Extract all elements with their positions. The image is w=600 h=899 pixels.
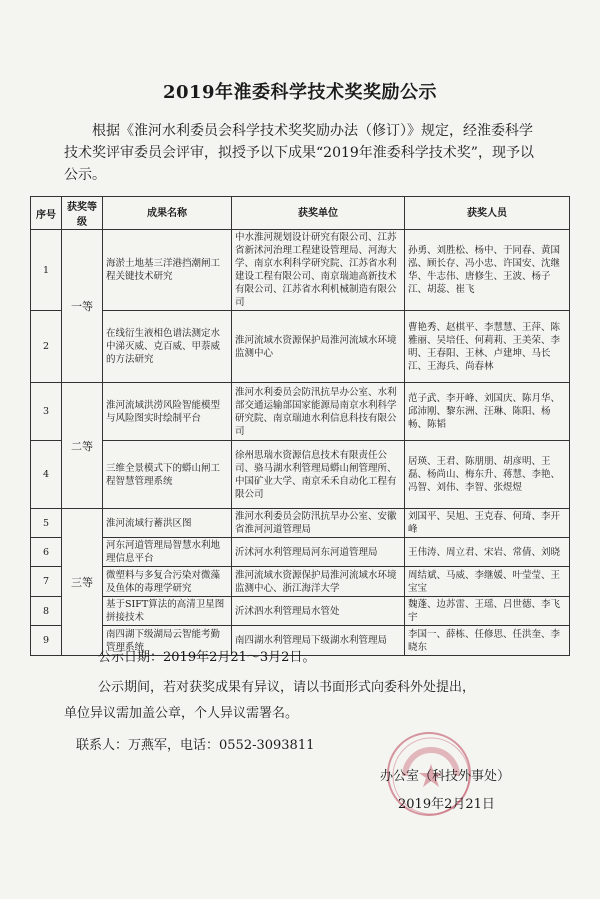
row-people: 王伟涛、周立君、宋岩、常倩、刘晓 [405, 538, 570, 567]
header-unit: 获奖单位 [232, 197, 405, 230]
row-people: 刘国平、吴旭、王克春、何琦、李开峰 [405, 509, 570, 538]
row-no: 6 [31, 538, 62, 567]
row-no: 3 [31, 383, 62, 441]
row-unit: 沂沭泗水利管理局水管处 [232, 597, 405, 626]
row-name: 在线衍生液相色谱法测定水中涕灭威、克百威、甲萘威的方法研究 [103, 311, 232, 383]
header-grade: 获奖等级 [62, 197, 103, 230]
table-row [31, 567, 570, 597]
row-unit: 徐州思瑞水资源信息技术有限责任公司、骆马湖水利管理局蟒山闸管理所、中国矿业大学、南京禾禾自动化工程有限公司 [232, 441, 405, 509]
row-unit: 南四湖水利管理局下级湖水利管理局 [232, 626, 405, 656]
row-no: 5 [31, 509, 62, 538]
table-row [31, 597, 570, 626]
contact-line: 联系人：万燕军，电话：0552-3093811 [76, 738, 315, 753]
row-people: 孙勇、刘胜松、杨中、于同春、黄国泓、顾长存、冯小忠、许国安、沈继华、牛志伟、唐修生、王波、杨子江、胡蕊、崔飞 [405, 230, 570, 311]
row-no: 9 [31, 626, 62, 656]
row-no: 2 [31, 311, 62, 383]
row-name: 海淤土地基三洋港挡潮闸工程关键技术研究 [103, 230, 232, 311]
intro-paragraph: 根据《淮河水利委员会科学技术奖奖励办法（修订）》规定，经淮委科学技术奖评审委员会评审，拟授予以下成果“2019年淮委科学技术奖”，现予以公示。 [64, 123, 534, 183]
row-people: 居瑛、王君、陈朋朋、胡彦明、王磊、杨尚山、梅东升、蒋慧、李艳、冯智、刘伟、李智、张煜煜 [405, 441, 570, 509]
objection-line-1: 公示期间，若对获奖成果有异议，请以书面形式向委科外处提出， [98, 680, 476, 695]
row-people: 曹艳秀、赵棋平、李慧慧、王萍、陈雅丽、吴培任、何莉莉、王美荣、李明、王春阳、王林、卢建坤、马长江、王海兵、尚春林 [405, 311, 570, 383]
row-name: 淮河流域行蓄洪区图 [103, 509, 232, 538]
signing-office: 办公室（科技外事处） [380, 769, 511, 784]
row-unit: 淮河流域水资源保护局淮河流域水环境监测中心 [232, 311, 405, 383]
row-unit: 淮河流域水资源保护局淮河流域水环境监测中心、浙江海洋大学 [232, 567, 405, 597]
table-row [31, 538, 570, 567]
row-name: 河东河道管理局智慧水利地理信息平台 [103, 538, 232, 567]
header-name: 成果名称 [103, 197, 232, 230]
header-people: 获奖人员 [405, 197, 570, 230]
row-name: 南四湖下级湖局云智能考勤管理系统 [103, 626, 232, 656]
objection-line-2: 单位异议需加盖公章，个人异议需署名。 [64, 706, 299, 721]
row-no: 7 [31, 567, 62, 597]
table-row [31, 311, 570, 383]
row-unit: 中水淮河规划设计研究有限公司、江苏省新沭河治理工程建设管理局、河海大学、南京水利科学研究院、江苏省水利建设工程有限公司、南京瑞迪高新技术有限公司、江苏省水利机械制造有限公司 [232, 230, 405, 311]
grade-cell: 一等 [62, 230, 103, 383]
row-name: 淮河流域洪涝风险智能模型与风险图实时绘制平台 [103, 383, 232, 441]
row-unit: 淮河水利委员会防汛抗旱办公室、安徽省淮河河道管理局 [232, 509, 405, 538]
row-people: 李国一、薛栋、任修思、任洪奎、李晓东 [405, 626, 570, 656]
row-name: 基于SIFT算法的高清卫星图拼接技术 [103, 597, 232, 626]
row-people: 周结斌、马威、李继媛、叶莹莹、王宝宝 [405, 567, 570, 597]
award-table [30, 196, 570, 656]
grade-cell: 二等 [62, 383, 103, 509]
grade-cell: 三等 [62, 509, 103, 656]
table-header-row [31, 197, 570, 230]
row-no: 1 [31, 230, 62, 311]
row-name: 三维全景模式下的蟒山闸工程智慧管理系统 [103, 441, 232, 509]
row-people: 范子武、李开峰、刘国庆、陈月华、邱沛刚、黎东洲、汪琳、陈阳、杨畅、陈韬 [405, 383, 570, 441]
row-no: 4 [31, 441, 62, 509]
publicity-date: 公示日期：2019年2月21～3月2日。 [98, 650, 316, 665]
row-no: 8 [31, 597, 62, 626]
row-unit: 淮河水利委员会防汛抗旱办公室、水利部交通运输部国家能源局南京水利科学研究院、南京瑞迪水利信息科技有限公司 [232, 383, 405, 441]
table-row [31, 383, 570, 441]
signing-date: 2019年2月21日 [398, 797, 495, 812]
table-row [31, 509, 570, 538]
row-people: 魏蓬、边苏雷、王瑶、吕世德、李飞宇 [405, 597, 570, 626]
row-unit: 沂沭河水利管理局河东河道管理局 [232, 538, 405, 567]
header-no: 序号 [31, 197, 62, 230]
table-row [31, 441, 570, 509]
row-name: 微塑料与多复合污染对微藻及鱼体的毒理学研究 [103, 567, 232, 597]
document-title: 2019年淮委科学技术奖奖励公示 [162, 82, 438, 103]
table-row [31, 230, 570, 311]
